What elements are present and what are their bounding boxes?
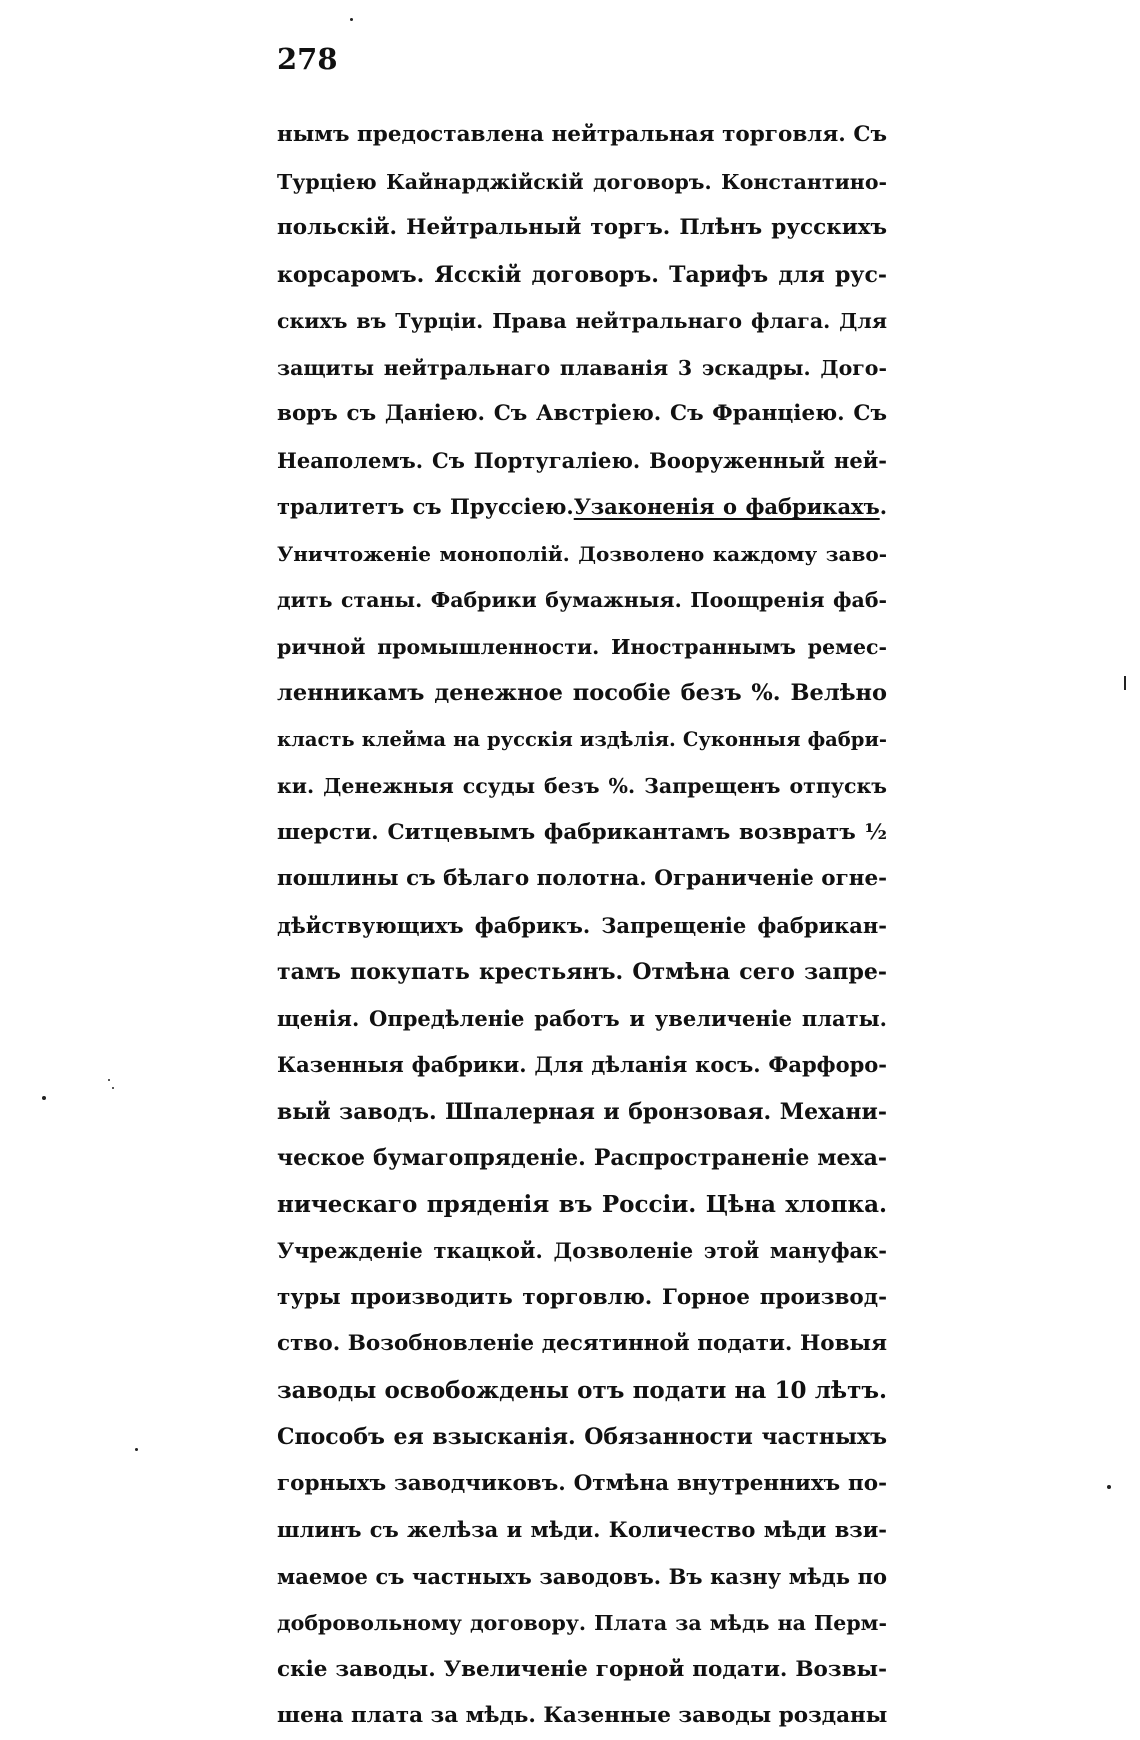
text-line: Учрежденіе ткацкой. Дозволеніе этой мануфак- [277,1238,887,1263]
text-line: скіе заводы. Увеличеніе горной подати. Возвы- [277,1656,887,1682]
text-line: добровольному договору. Плата за мѣдь на Перм- [277,1611,887,1635]
text-line: пошлины съ бѣлаго полотна. Ограниченіе огне- [277,866,887,891]
text-line: шлинъ съ желѣза и мѣди. Количество мѣди взи- [277,1517,887,1542]
scan-edge-mark [1124,676,1126,690]
scan-speck [108,1079,110,1081]
text-line: Уничтоженіе монополій. Дозволено каждому заво- [277,541,887,566]
text-line: защиты нейтральнаго плаванія 3 эскадры. Дого- [277,355,887,380]
scan-speck [1107,1485,1111,1489]
text-line: воръ съ Даніею. Съ Австріею. Съ Франціею. Съ [277,401,887,426]
text-line: шерсти. Ситцевымъ фабрикантамъ возвратъ ½ [277,819,887,845]
text-line: ки. Денежныя ссуды безъ %. Запрещенъ отпускъ [277,774,887,798]
text-line: щенія. Опредѣленіе работъ и увеличеніе платы. [277,1005,887,1031]
text-line: маемое съ частныхъ заводовъ. Въ казну мѣдь по [277,1563,887,1589]
scan-speck [350,18,353,21]
text-line: Казенныя фабрики. Для дѣланія косъ. Фарфоро- [277,1052,887,1077]
text-line-underlined [277,484,887,531]
scan-speck [112,1087,114,1089]
text-segment: . [879,494,887,519]
text-line: ническаго пряденія въ Россіи. Цѣна хлопка. [277,1190,887,1218]
text-segment: тралитетъ съ Пруссіею. [277,494,574,519]
text-line: ленникамъ денежное пособіе безъ %. Велѣно [277,680,887,706]
page-number: 278 [277,42,338,76]
text-line: Неаполемъ. Съ Португаліею. Вооруженный ней- [277,447,887,473]
text-line: горныхъ заводчиковъ. Отмѣна внутреннихъ по- [277,1470,887,1496]
text-line: Турціею Кайнарджійскій договоръ. Константино- [277,169,887,194]
underlined-heading: Узаконенія о фабрикахъ [573,494,880,519]
text-line: Способъ ея взысканія. Обязанности частныхъ [277,1424,887,1450]
body-text [277,112,887,1740]
text-line: польскій. Нейтральный торгъ. Плѣнъ русскихъ [277,215,887,240]
text-line: ричной промышленности. Иностраннымъ ремес- [277,634,887,659]
text-line: тамъ покупать крестьянъ. Отмѣна сего запре- [277,959,887,985]
text-line: нымъ предоставлена нейтральная торговля. Съ [277,122,887,147]
text-line: шена плата за мѣдь. Казенные заводы розданы [277,1703,887,1728]
text-line: класть клейма на русскія издѣлія. Суконныя фабри- [277,727,887,751]
text-line: заводы освобождены отъ подати на 10 лѣтъ. [277,1376,887,1404]
scan-speck [135,1448,138,1451]
text-line: скихъ въ Турціи. Права нейтральнаго флага. Для [277,309,887,333]
text-line: туры производить торговлю. Горное производ- [277,1284,887,1310]
text-line: дѣйствующихъ фабрикъ. Запрещеніе фабрикан- [277,912,887,938]
text-line: ство. Возобновленіе десятинной подати. Новыя [277,1331,887,1356]
text-line: корсаромъ. Ясскій договоръ. Тарифъ для рус- [277,261,887,288]
text-line: ческое бумагопряденіе. Распространеніе меха- [277,1145,887,1171]
scan-speck [42,1096,46,1100]
text-line: дить станы. Фабрики бумажныя. Поощренія фаб- [277,588,887,612]
text-line: вый заводъ. Шпалерная и бронзовая. Механи- [277,1098,887,1125]
